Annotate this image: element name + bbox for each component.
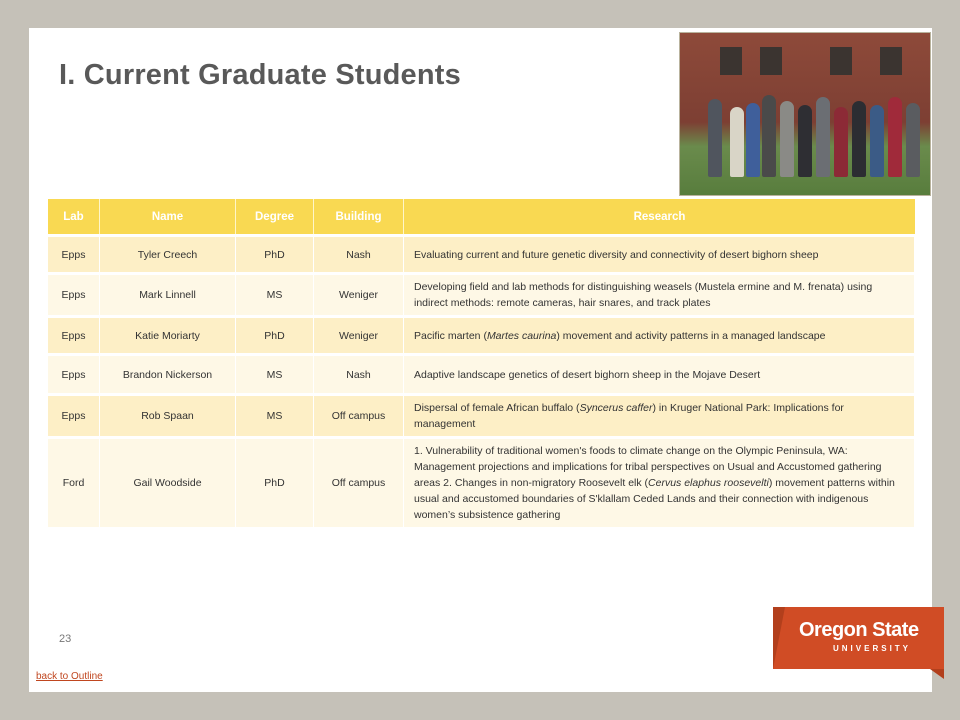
cell-building: Weniger	[314, 318, 404, 353]
cell-name: Mark Linnell	[100, 275, 236, 315]
header-degree: Degree	[236, 199, 314, 234]
table-header-row	[48, 199, 915, 234]
header-research: Research	[404, 199, 915, 234]
cell-degree: MS	[236, 275, 314, 315]
species-name: Martes caurina	[486, 329, 557, 342]
cell-lab: Epps	[48, 318, 100, 353]
cell-research: Evaluating current and future genetic diversity and connectivity of desert bighorn sheep	[404, 237, 915, 272]
cell-building: Off campus	[314, 396, 404, 436]
cell-degree: PhD	[236, 439, 314, 527]
cell-name: Tyler Creech	[100, 237, 236, 272]
table-row	[48, 439, 915, 527]
table-row	[48, 396, 915, 436]
oregon-state-logo	[773, 607, 944, 669]
cell-lab: Epps	[48, 237, 100, 272]
cell-research: Dispersal of female African buffalo (Syncerus caffer) in Kruger National Park: Implications for management	[404, 396, 915, 436]
cell-lab: Ford	[48, 439, 100, 527]
cell-name: Brandon Nickerson	[100, 356, 236, 393]
cell-research: 1. Vulnerability of traditional women's foods to climate change on the Olympic Peninsula, WA: Management projections and implications for tribal perspectives on Usual and Accustomed gathering areas 2. Changes in non-migratory Roosevelt elk (Cervus elaphus roosevelti) movement patterns within usual and accustomed boundaries of S'klallam Ceded Lands and their connection with indigenous women’s subsistence gathering	[404, 439, 915, 527]
cell-degree: MS	[236, 396, 314, 436]
cell-degree: PhD	[236, 318, 314, 353]
cell-name: Rob Spaan	[100, 396, 236, 436]
back-to-outline-link[interactable]: back to Outline	[36, 671, 103, 682]
cell-lab: Epps	[48, 396, 100, 436]
logo-name: Oregon State	[799, 619, 919, 641]
table-row	[48, 237, 915, 272]
cell-name: Katie Moriarty	[100, 318, 236, 353]
table-row	[48, 356, 915, 393]
cell-research: Adaptive landscape genetics of desert bighorn sheep in the Mojave Desert	[404, 356, 915, 393]
header-name: Name	[100, 199, 236, 234]
cell-name: Gail Woodside	[100, 439, 236, 527]
slide	[29, 28, 932, 692]
cell-lab: Epps	[48, 356, 100, 393]
cell-degree: PhD	[236, 237, 314, 272]
cell-building: Off campus	[314, 439, 404, 527]
species-name: Syncerus caffer	[579, 402, 653, 414]
logo-tail-shape	[930, 669, 944, 679]
cell-building: Nash	[314, 356, 404, 393]
cell-degree: MS	[236, 356, 314, 393]
page-number: 23	[59, 633, 72, 645]
graduate-students-table	[48, 196, 915, 530]
cell-lab: Epps	[48, 275, 100, 315]
cell-research: Pacific marten (Martes caurina) movement and activity patterns in a managed landscape	[404, 318, 915, 353]
cell-building: Weniger	[314, 275, 404, 315]
table-row	[48, 275, 915, 315]
cell-building: Nash	[314, 237, 404, 272]
table-row	[48, 318, 915, 353]
species-name: Cervus elaphus roosevelti	[648, 477, 769, 489]
page-title: I. Current Graduate Students	[59, 59, 461, 91]
cell-research: Developing field and lab methods for distinguishing weasels (Mustela ermine and M. frenata) using indirect methods: remote cameras, hair snares, and track plates	[404, 275, 915, 315]
header-building: Building	[314, 199, 404, 234]
header-lab: Lab	[48, 199, 100, 234]
group-photo	[679, 32, 931, 196]
logo-sub: UNIVERSITY	[833, 644, 912, 653]
